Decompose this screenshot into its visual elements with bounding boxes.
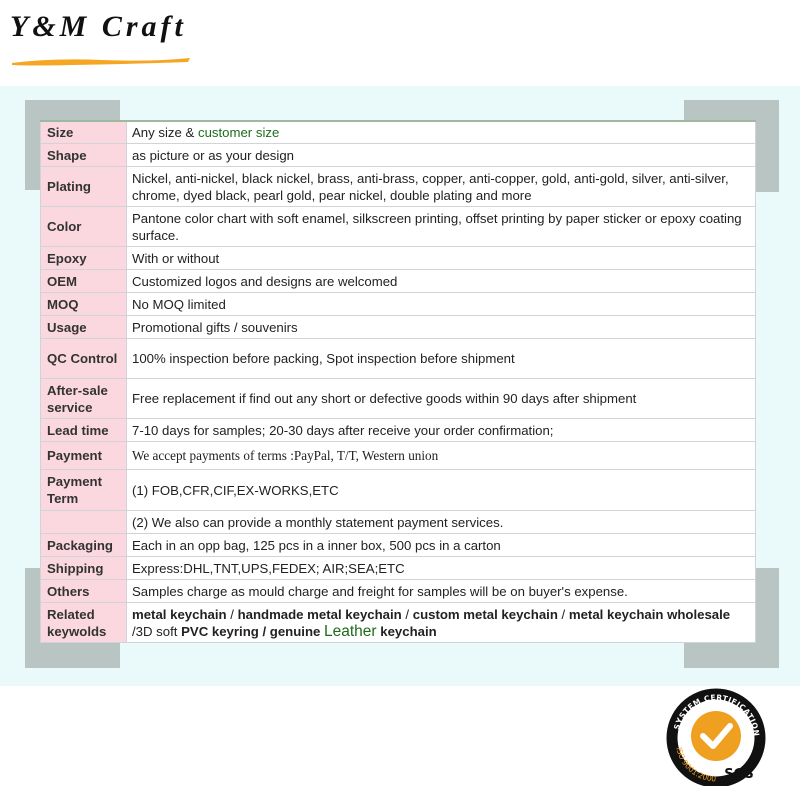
spec-key: OEM (41, 270, 127, 293)
spec-key: Shipping (41, 557, 127, 580)
spec-value-highlight: customer size (197, 125, 280, 140)
table-row (41, 270, 756, 293)
spec-value: Express:DHL,TNT,UPS,FEDEX; AIR;SEA;ETC (127, 557, 756, 580)
spec-key: Epoxy (41, 247, 127, 270)
spec-key: Payment Term (41, 470, 127, 511)
spec-key: Plating (41, 167, 127, 207)
spec-key: MOQ (41, 293, 127, 316)
spec-value: as picture or as your design (127, 144, 756, 167)
table-row (41, 470, 756, 511)
table-row (41, 144, 756, 167)
spec-value: Promotional gifts / souvenirs (127, 316, 756, 339)
spec-value: (2) We also can provide a monthly statement payment services. (127, 511, 756, 534)
table-row (41, 167, 756, 207)
spec-key: Others (41, 580, 127, 603)
spec-value: 100% inspection before packing, Spot inspection before shipment (127, 339, 756, 379)
table-row (41, 603, 756, 643)
keywords-value (127, 603, 756, 643)
table-row (41, 419, 756, 442)
table-row (41, 293, 756, 316)
spec-value: We accept payments of terms :PayPal, T/T, Western union (127, 442, 756, 470)
table-row (41, 247, 756, 270)
sgs-mark: SGS (724, 767, 754, 782)
table-row (41, 557, 756, 580)
spec-value: No MOQ limited (127, 293, 756, 316)
keyword: custom metal keychain (412, 606, 558, 622)
spec-key: Packaging (41, 534, 127, 557)
spec-value: 7-10 days for samples; 20-30 days after receive your order confirmation; (127, 419, 756, 442)
keyword-separator: / (557, 606, 569, 622)
spec-value: Customized logos and designs are welcomed (127, 270, 756, 293)
spec-value: Pantone color chart with soft enamel, silkscreen printing, offset printing by paper sticker or epoxy coating surface. (127, 207, 756, 247)
keyword: keychain (376, 623, 437, 639)
keyword: PVC keyring / genuine (181, 623, 325, 639)
spec-key: Lead time (41, 419, 127, 442)
spec-value: With or without (127, 247, 756, 270)
keyword: metal keychain wholesale (568, 606, 731, 622)
table-row (41, 580, 756, 603)
spec-key: Size (41, 121, 127, 144)
table-row (41, 121, 756, 144)
spec-value-text: Any size & (132, 125, 198, 140)
spec-table (40, 120, 756, 643)
spec-key (41, 511, 127, 534)
spec-key: Shape (41, 144, 127, 167)
cert-ring-top-text: SYSTEM CERTIFICATION (672, 692, 762, 737)
spec-value: Free replacement if find out any short or defective goods within 90 days after shipment (127, 379, 756, 419)
spec-value: Samples charge as mould charge and freight for samples will be on buyer's expense. (127, 580, 756, 603)
spec-key: Color (41, 207, 127, 247)
table-row (41, 442, 756, 470)
spec-key: QC Control (41, 339, 127, 379)
spec-key: After-sale service (41, 379, 127, 419)
keyword: handmade metal keychain (237, 606, 402, 622)
spec-value: (1) FOB,CFR,CIF,EX-WORKS,ETC (127, 470, 756, 511)
spec-key: Related keywolds (41, 603, 127, 643)
spec-key: Payment (41, 442, 127, 470)
keyword-separator: / (401, 606, 413, 622)
table-row (41, 316, 756, 339)
keyword: Leather (324, 622, 377, 640)
table-row (41, 511, 756, 534)
table-row (41, 534, 756, 557)
table-row (41, 207, 756, 247)
keyword-separator: /3D soft (132, 623, 182, 639)
table-row (41, 339, 756, 379)
table-row (41, 379, 756, 419)
sgs-certification-badge (666, 686, 766, 786)
spec-value: Each in an opp bag, 125 pcs in a inner box, 500 pcs in a carton (127, 534, 756, 557)
brush-stroke-decoration (12, 56, 190, 66)
spec-key: Usage (41, 316, 127, 339)
keyword-separator: / (226, 606, 238, 622)
spec-value: Nickel, anti-nickel, black nickel, brass, anti-brass, copper, anti-copper, gold, anti-gold, silver, anti-silver, chrome, dyed black, pearl gold, pear nickel, double plating and more (127, 167, 756, 207)
spec-value (127, 121, 756, 144)
brand-logo: Y&M Craft (10, 10, 187, 43)
keyword: metal keychain (132, 606, 227, 622)
cert-ring-bottom-text: ISO 9001:2000 (674, 746, 717, 784)
